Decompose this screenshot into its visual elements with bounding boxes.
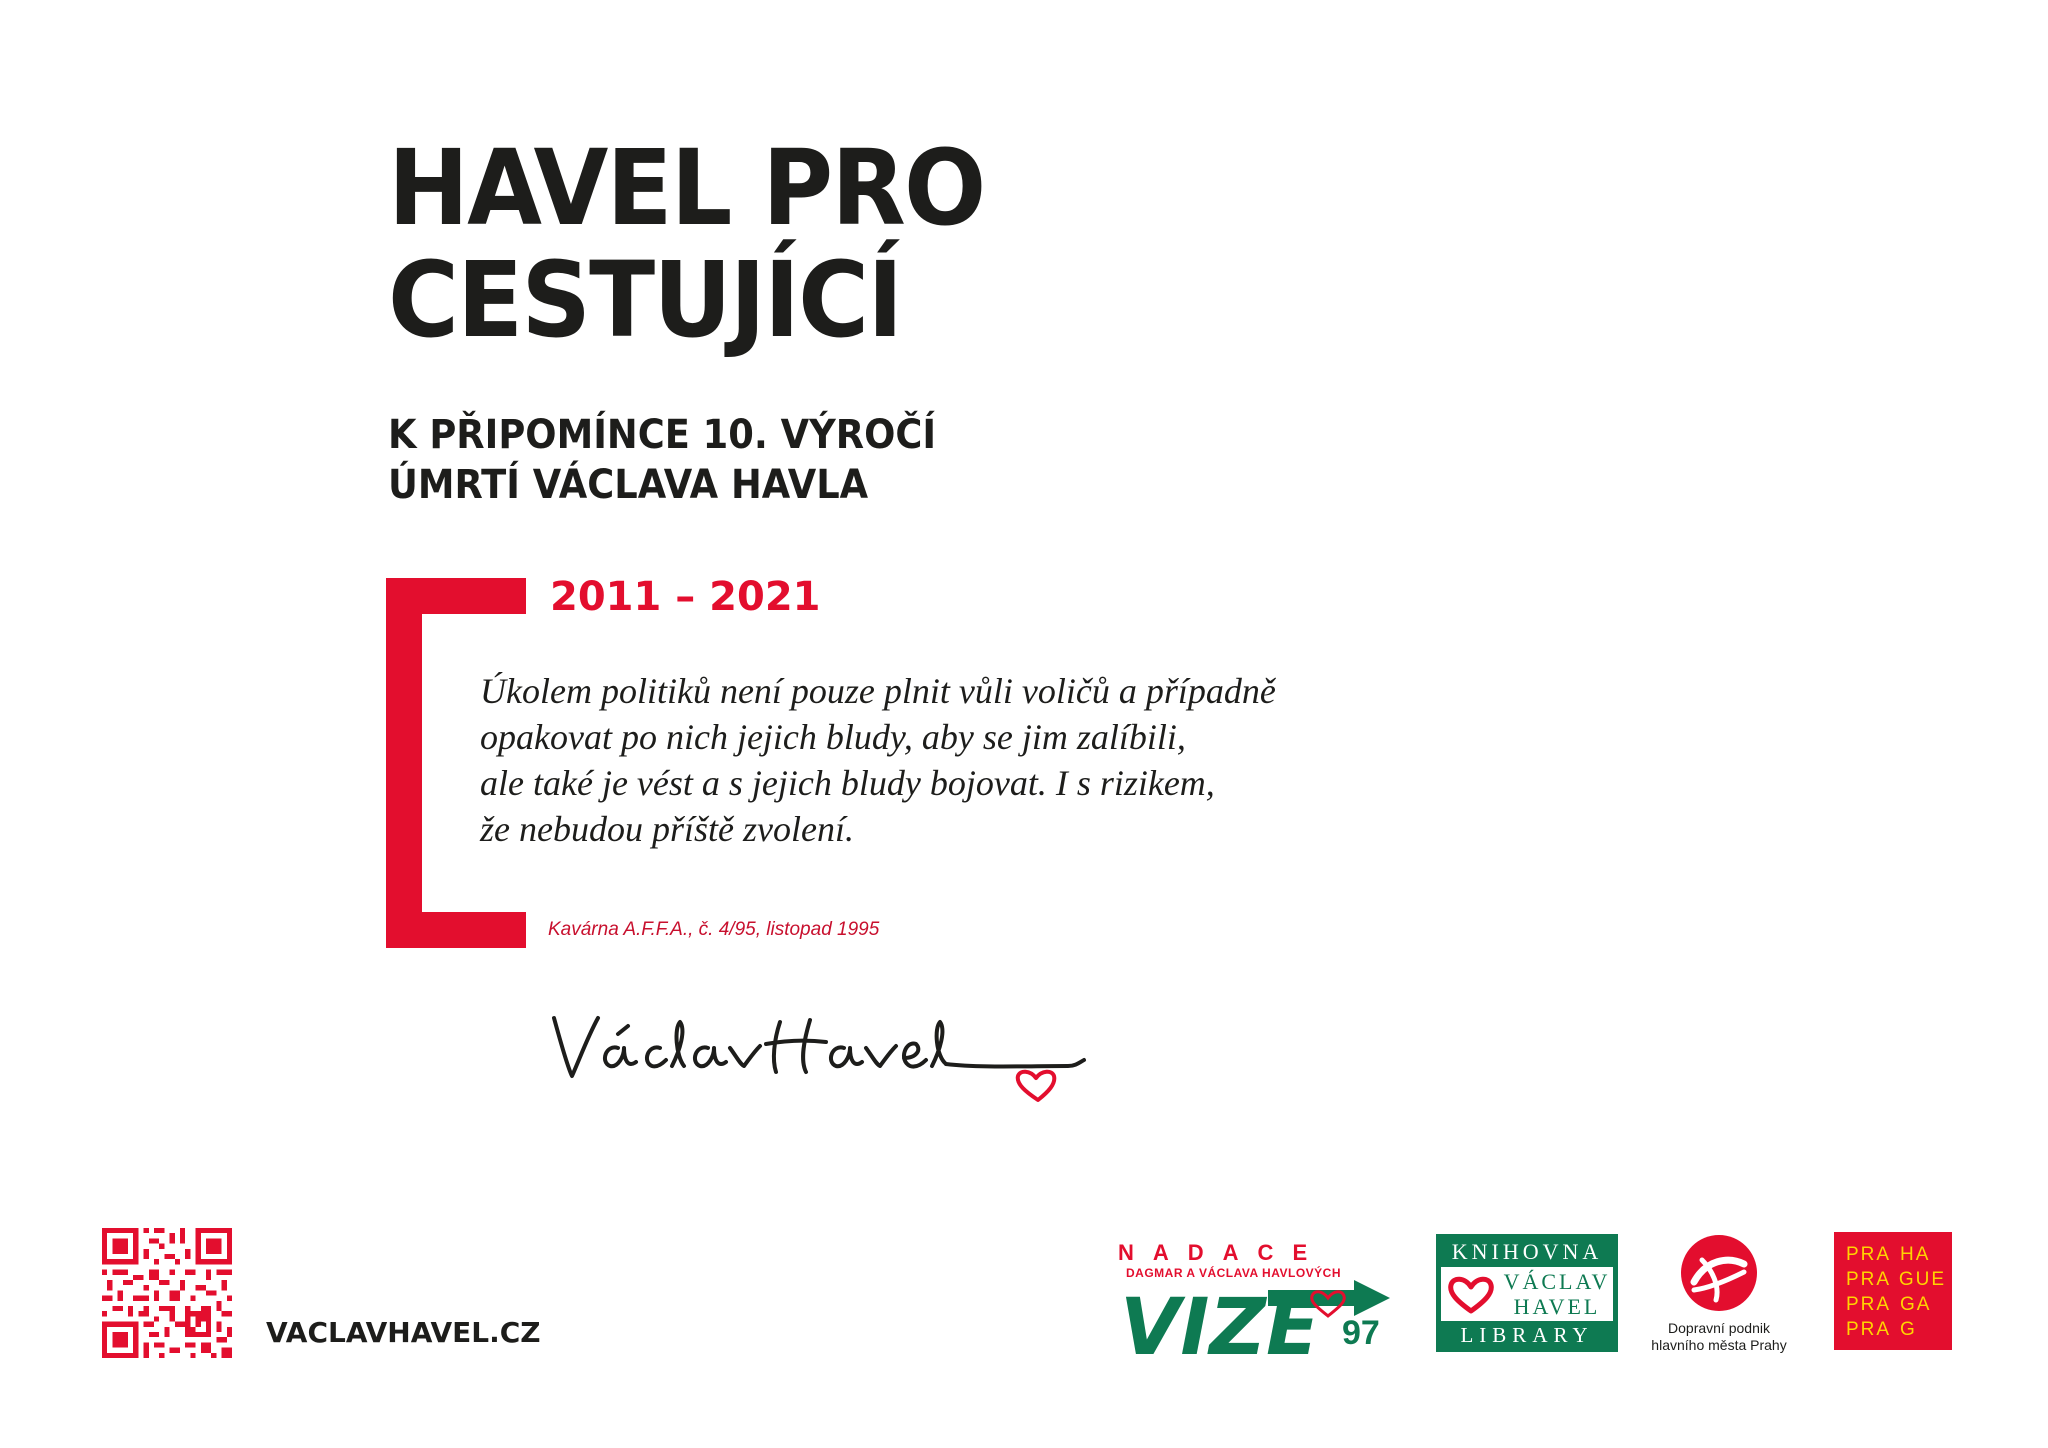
praha-cell: HA (1900, 1244, 1931, 1265)
viza-top-text: NADACE (1118, 1240, 1327, 1265)
library-heart-icon (1447, 1273, 1495, 1315)
title-line-1: HAVEL PRO (388, 127, 985, 249)
dpp-text (1636, 1320, 1802, 1354)
praha-row-2 (1846, 1267, 1946, 1292)
praha-cell: G (1900, 1319, 1917, 1340)
viza-main-text: VIZE (1120, 1283, 1320, 1360)
quote-line-4: že nebudou příště zvolení. (480, 809, 854, 849)
praha-row-3 (1846, 1292, 1946, 1317)
praha-cell: GUE (1898, 1269, 1946, 1290)
qr-code-icon (102, 1228, 232, 1358)
praha-text-grid (1846, 1242, 1946, 1342)
subtitle-line-2: ÚMRTÍ VÁCLAVA HAVLA (388, 462, 869, 508)
quote-source: Kavárna A.F.F.A., č. 4/95, listopad 1995 (548, 919, 880, 940)
praha-cell: PRA (1846, 1244, 1892, 1265)
praha-cell: PRA (1846, 1269, 1892, 1290)
page-title (388, 127, 985, 361)
dpp-logo (1636, 1230, 1796, 1360)
quote-line-3: ale také je vést a s jejich bludy bojovat. I s rizikem, (480, 763, 1215, 803)
praha-cell: GA (1900, 1294, 1932, 1315)
bracket-vertical-bar (386, 578, 422, 948)
vaclav-havel-library-logo (1436, 1234, 1618, 1352)
praha-row-1 (1846, 1242, 1946, 1267)
heart-icon (1018, 1072, 1055, 1100)
subtitle-line-1: K PŘIPOMÍNCE 10. VÝROČÍ (388, 412, 937, 458)
library-top-text: KNIHOVNA (1451, 1239, 1603, 1264)
bracket-bottom-bar (386, 912, 526, 948)
years-label: 2011 – 2021 (550, 574, 821, 620)
library-middle-band (1441, 1267, 1613, 1321)
quote-line-2: opakovat po nich jejich bludy, aby se jim zalíbili, (480, 717, 1186, 757)
library-name-line-1: VÁCLAV (1503, 1269, 1611, 1294)
dpp-line-1: Dopravní podnik (1668, 1320, 1770, 1336)
viza-sub-text: DAGMAR A VÁCLAVA HAVLOVÝCH (1126, 1266, 1341, 1280)
library-name (1503, 1269, 1611, 1319)
quote-text (480, 668, 1380, 852)
praha-cell: PRA (1846, 1319, 1892, 1340)
subtitle (388, 410, 936, 510)
signature-vaclav-havel (548, 1000, 1108, 1120)
website-url[interactable]: VACLAVHAVEL.CZ (266, 1316, 541, 1349)
praha-cell: PRA (1846, 1294, 1892, 1315)
nadace-vize97-logo (1118, 1240, 1398, 1360)
dpp-emblem-icon (1676, 1230, 1762, 1316)
title-line-2: CESTUJÍCÍ (388, 239, 902, 361)
library-name-line-2: HAVEL (1513, 1294, 1601, 1319)
dpp-line-2: hlavního města Prahy (1651, 1337, 1787, 1353)
bracket-top-bar (386, 578, 526, 614)
praha-logo (1834, 1232, 1952, 1350)
library-bottom-text: LIBRARY (1460, 1323, 1594, 1347)
viza-number: 97 (1342, 1314, 1380, 1352)
praha-row-4 (1846, 1317, 1946, 1342)
quote-line-1: Úkolem politiků není pouze plnit vůli voličů a případně (480, 671, 1276, 711)
